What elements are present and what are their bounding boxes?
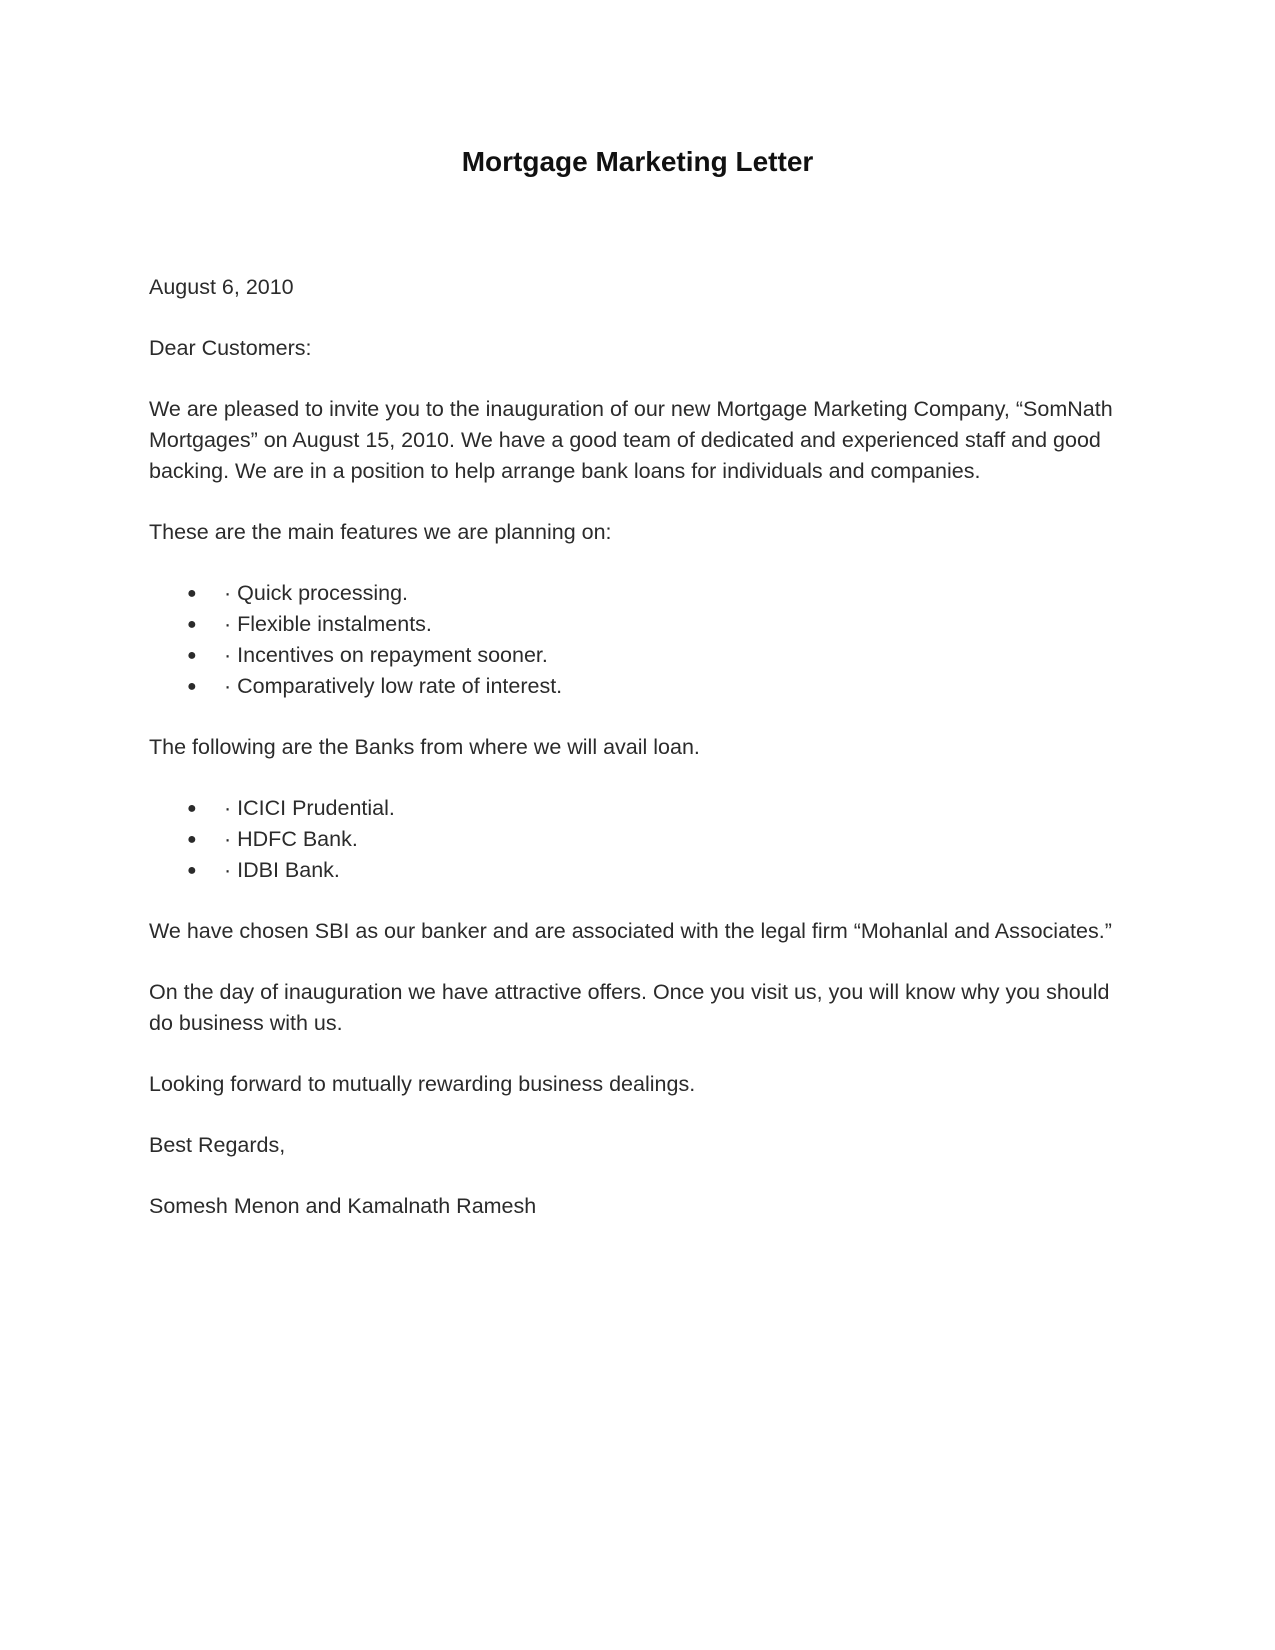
bullet-icon: ●	[187, 678, 197, 695]
banks-intro: The following are the Banks from where we will avail loan.	[149, 735, 700, 759]
list-item	[149, 578, 1129, 609]
bullet-icon: ●	[187, 831, 197, 848]
feature-text: · Comparatively low rate of interest.	[224, 674, 563, 698]
banks-list	[149, 793, 1129, 886]
intro-paragraph: We are pleased to invite you to the inauguration of our new Mortgage Marketing Company, “SomNath Mortgages” on August 15, 2010. We have a good team of dedicated and experienced staff and good backing. We are in a position to help arrange bank loans for individuals and companies.	[149, 397, 1113, 483]
salutation: Dear Customers:	[149, 336, 312, 360]
offers-paragraph: On the day of inauguration we have attractive offers. Once you visit us, you will know why you should do business with us.	[149, 980, 1110, 1035]
signatories: Somesh Menon and Kamalnath Ramesh	[149, 1194, 537, 1218]
features-intro: These are the main features we are planning on:	[149, 520, 612, 544]
bank-text: · IDBI Bank.	[224, 858, 340, 882]
list-item	[149, 640, 1129, 671]
bullet-icon: ●	[187, 647, 197, 664]
features-list	[149, 578, 1129, 702]
bank-text: · ICICI Prudential.	[224, 796, 395, 820]
banker-paragraph: We have chosen SBI as our banker and are associated with the legal firm “Mohanlal and Associates.”	[149, 919, 1112, 943]
list-item	[149, 855, 1129, 886]
signoff: Best Regards,	[149, 1133, 286, 1157]
closing-line: Looking forward to mutually rewarding business dealings.	[149, 1072, 696, 1096]
list-item	[149, 609, 1129, 640]
list-item	[149, 671, 1129, 702]
bullet-icon: ●	[187, 862, 197, 879]
letter-title: Mortgage Marketing Letter	[461, 146, 814, 177]
bank-text: · HDFC Bank.	[224, 827, 358, 851]
list-item	[149, 824, 1129, 855]
bullet-icon: ●	[187, 616, 197, 633]
bullet-icon: ●	[187, 585, 197, 602]
feature-text: · Quick processing.	[224, 581, 409, 605]
feature-text: · Incentives on repayment sooner.	[224, 643, 548, 667]
letter-date: August 6, 2010	[149, 275, 294, 299]
list-item	[149, 793, 1129, 824]
bullet-icon: ●	[187, 800, 197, 817]
letter-body	[149, 272, 1129, 1252]
feature-text: · Flexible instalments.	[224, 612, 432, 636]
